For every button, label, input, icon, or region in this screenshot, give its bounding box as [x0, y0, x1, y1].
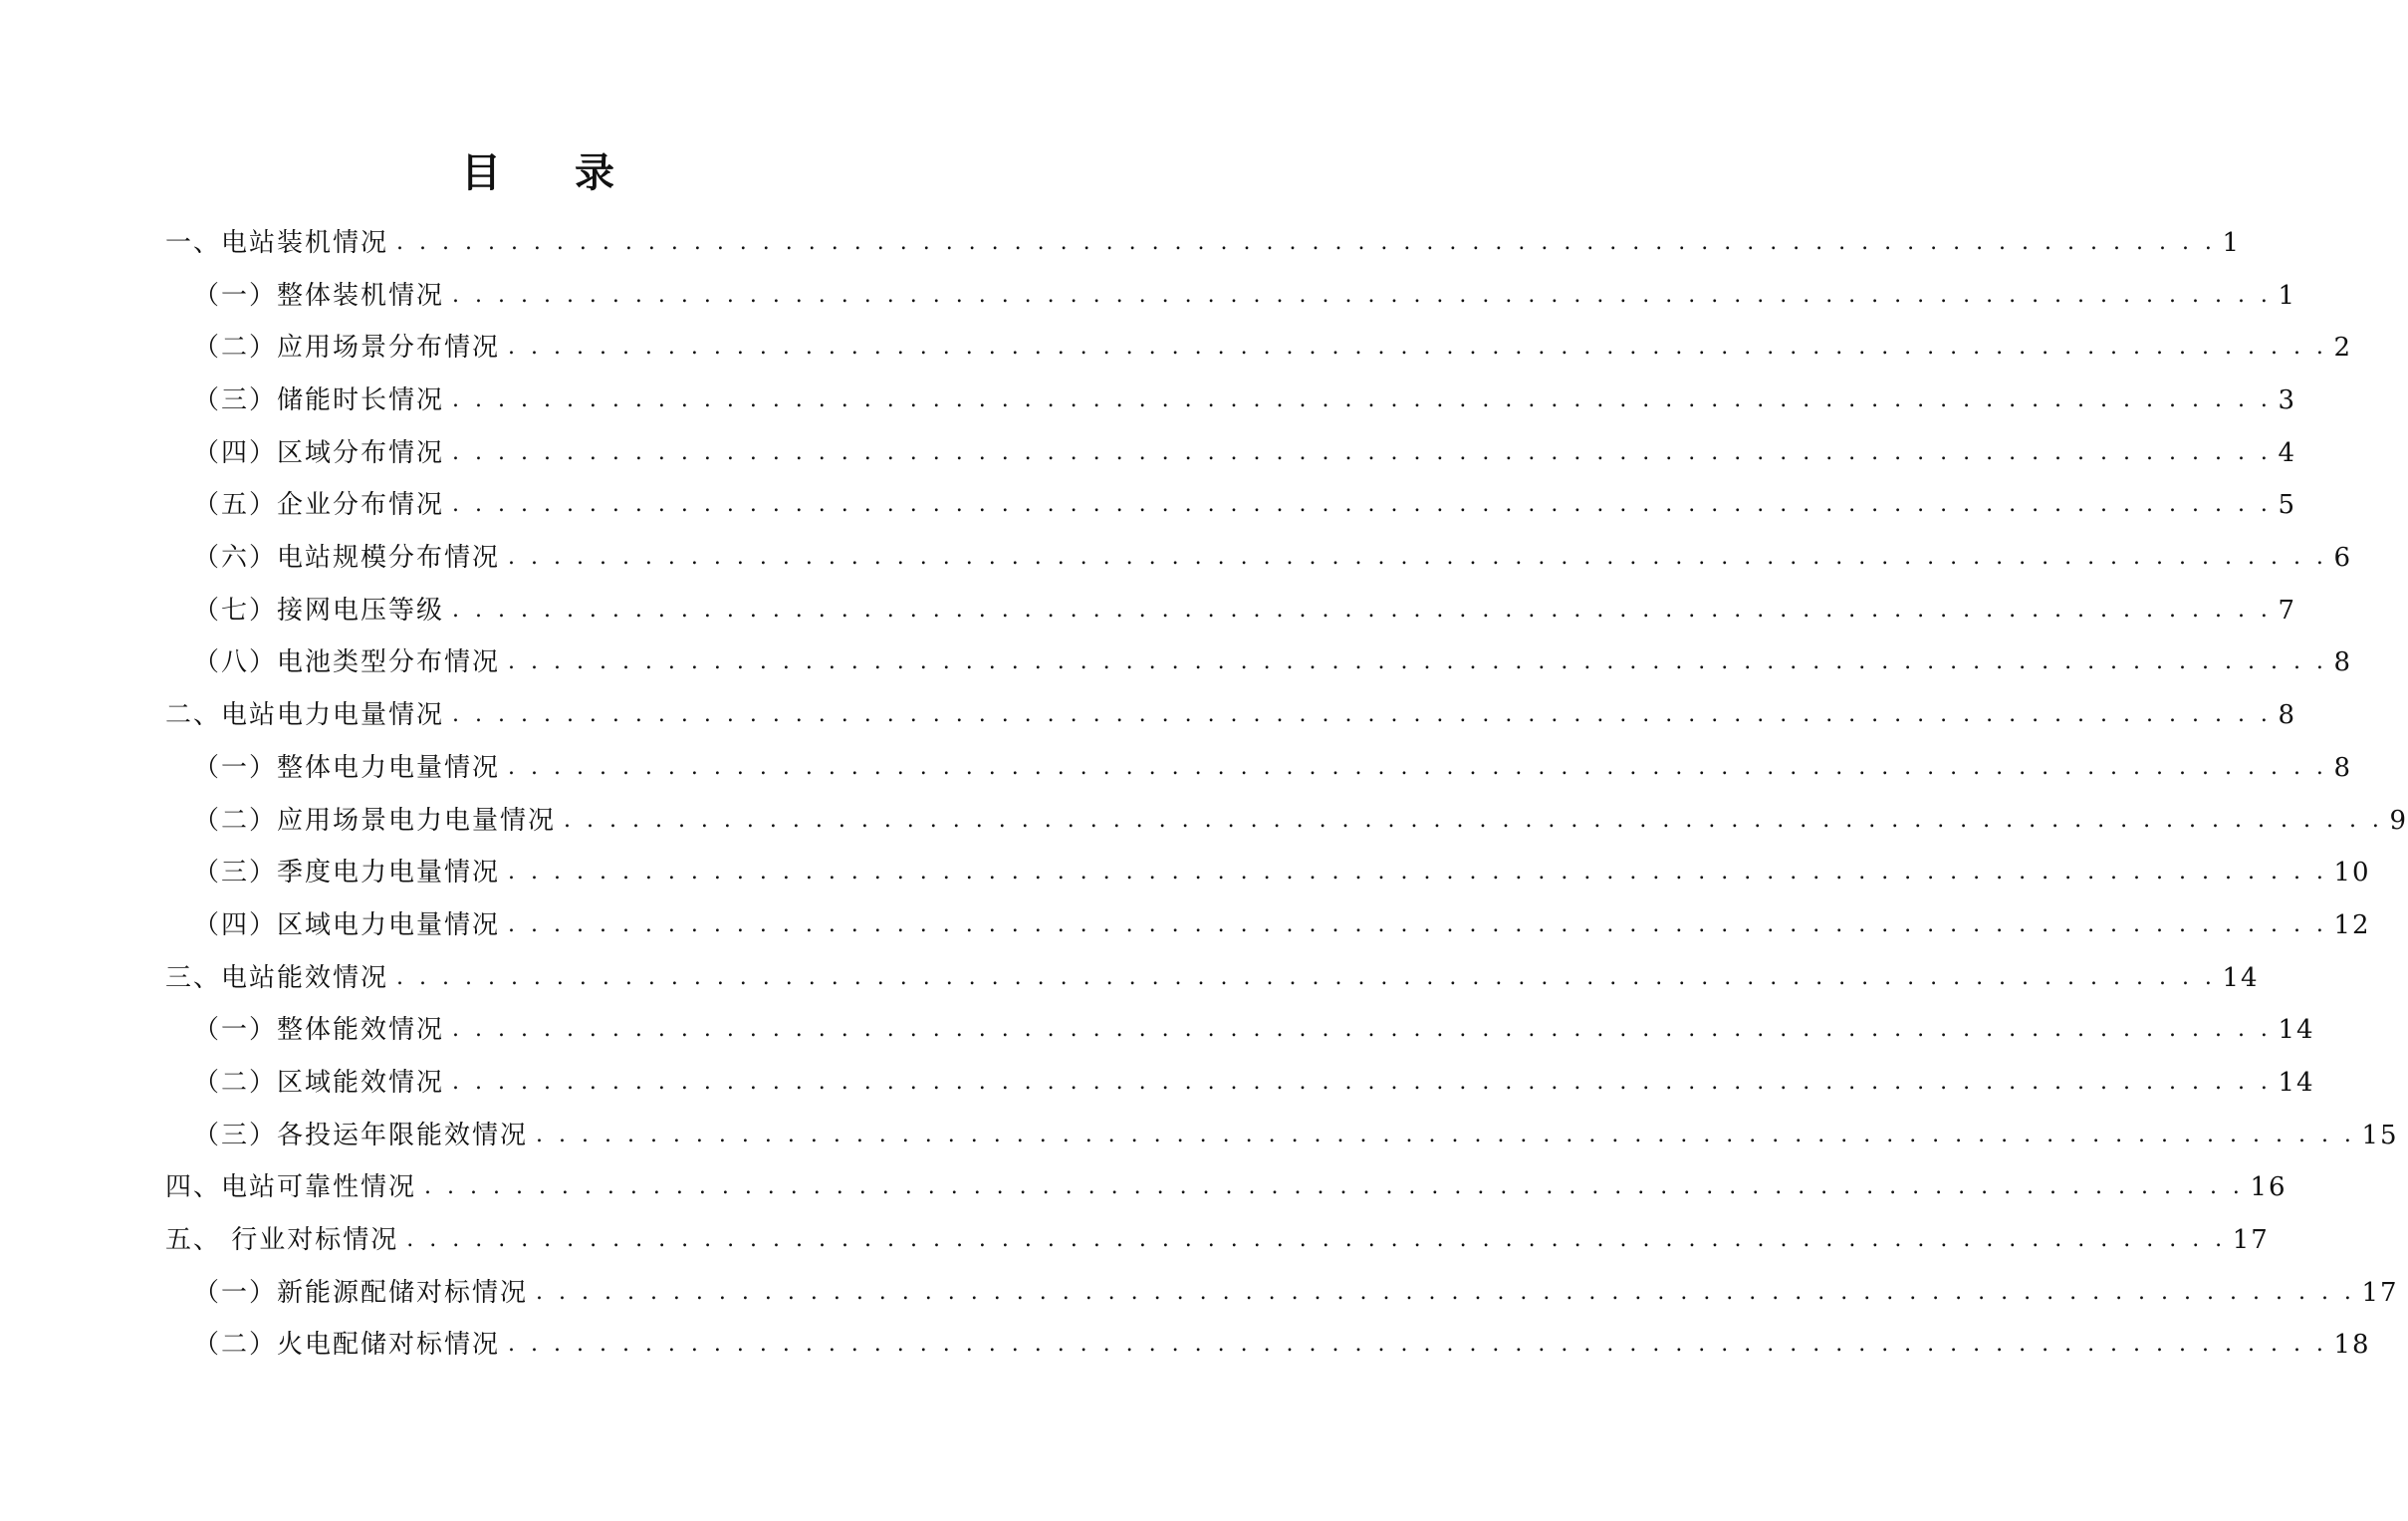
- toc-entry-label: （一）整体能效情况: [193, 1015, 445, 1046]
- toc-entry-label: （二）火电配储对标情况: [193, 1330, 501, 1361]
- toc-leader-dots: . . . . . . . . . . . . . . . . . . . . . . . . . . . . . . . . . . . . . . . . . . . . . . . . . . . . . . . . . . . . . . . . . . . . . . . . . . . . . . . .: [508, 545, 2328, 571]
- toc-entry-page-number: 14: [2278, 1067, 2315, 1098]
- toc-entry-page-number: 8: [2278, 700, 2296, 731]
- toc-leader-dots: . . . . . . . . . . . . . . . . . . . . . . . . . . . . . . . . . . . . . . . . . . . . . . . . . . . . . . . . . . . . . . . . . . . . . . . . . . . . . . . .: [564, 807, 2384, 833]
- toc-entry-label: （五）企业分布情况: [193, 490, 445, 521]
- toc-entry-label: 一、电站装机情况: [165, 227, 389, 258]
- toc-entry-label: 二、电站电力电量情况: [165, 700, 445, 731]
- toc-entry-label: （二）应用场景分布情况: [193, 333, 501, 364]
- toc-leader-dots: . . . . . . . . . . . . . . . . . . . . . . . . . . . . . . . . . . . . . . . . . . . . . . . . . . . . . . . . . . . . . . . . . . . . . . . . . . . . . . . .: [508, 911, 2328, 937]
- toc-leader-dots: . . . . . . . . . . . . . . . . . . . . . . . . . . . . . . . . . . . . . . . . . . . . . . . . . . . . . . . . . . . . . . . . . . . . . . . . . . . . . . . .: [406, 1227, 2227, 1253]
- toc-entry-label: （四）区域分布情况: [193, 437, 445, 468]
- toc-entry[interactable]: [165, 217, 2241, 270]
- toc-entry[interactable]: [165, 1057, 2315, 1110]
- toc-leader-dots: . . . . . . . . . . . . . . . . . . . . . . . . . . . . . . . . . . . . . . . . . . . . . . . . . . . . . . . . . . . . . . . . . . . . . . . . . . . . . . . .: [452, 387, 2273, 413]
- toc-entry-label: （四）区域电力电量情况: [193, 909, 501, 940]
- toc-leader-dots: . . . . . . . . . . . . . . . . . . . . . . . . . . . . . . . . . . . . . . . . . . . . . . . . . . . . . . . . . . . . . . . . . . . . . . . . . . . . . . . .: [536, 1122, 2356, 1147]
- toc-entry[interactable]: [165, 479, 2296, 532]
- toc-entry-page-number: 18: [2333, 1330, 2371, 1361]
- toc-entry[interactable]: [165, 847, 2371, 899]
- toc-entry-label: （六）电站规模分布情况: [193, 543, 501, 574]
- toc-entry-page-number: 10: [2333, 858, 2371, 888]
- toc-entry[interactable]: [165, 585, 2296, 637]
- toc-entry-label: （三）季度电力电量情况: [193, 858, 501, 888]
- page-title: 目 录: [461, 149, 644, 196]
- toc-entry-label: （三）各投运年限能效情况: [193, 1120, 529, 1150]
- toc-entry-page-number: 14: [2222, 962, 2260, 993]
- toc-entry-label: （二）区域能效情况: [193, 1067, 445, 1098]
- toc-entry-label: （三）储能时长情况: [193, 385, 445, 416]
- toc-leader-dots: . . . . . . . . . . . . . . . . . . . . . . . . . . . . . . . . . . . . . . . . . . . . . . . . . . . . . . . . . . . . . . . . . . . . . . . . . . . . . . . .: [508, 860, 2328, 886]
- toc-entry[interactable]: [165, 1214, 2270, 1267]
- toc-leader-dots: . . . . . . . . . . . . . . . . . . . . . . . . . . . . . . . . . . . . . . . . . . . . . . . . . . . . . . . . . . . . . . . . . . . . . . . . . . . . . . . .: [508, 649, 2328, 675]
- toc-entry-page-number: 8: [2333, 752, 2352, 783]
- toc-leader-dots: . . . . . . . . . . . . . . . . . . . . . . . . . . . . . . . . . . . . . . . . . . . . . . . . . . . . . . . . . . . . . . . . . . . . . . . . . . . . . . . .: [424, 1174, 2245, 1200]
- toc-entry-page-number: 1: [2278, 280, 2296, 311]
- toc-entry-label: （八）电池类型分布情况: [193, 647, 501, 678]
- toc-entry[interactable]: [165, 637, 2352, 690]
- toc-entry[interactable]: [165, 322, 2352, 375]
- toc-entry-label: （七）接网电压等级: [193, 595, 445, 626]
- toc-entry-page-number: 17: [2232, 1225, 2270, 1256]
- toc-entry-page-number: 2: [2333, 333, 2352, 364]
- toc-entry-page-number: 1: [2222, 227, 2241, 258]
- toc-entry-page-number: 7: [2278, 595, 2296, 626]
- toc-leader-dots: . . . . . . . . . . . . . . . . . . . . . . . . . . . . . . . . . . . . . . . . . . . . . . . . . . . . . . . . . . . . . . . . . . . . . . . . . . . . . . . .: [452, 282, 2273, 308]
- toc-entry[interactable]: [165, 689, 2296, 742]
- toc-entry-page-number: 9: [2389, 805, 2408, 836]
- toc-entry-page-number: 3: [2278, 385, 2296, 416]
- toc-leader-dots: . . . . . . . . . . . . . . . . . . . . . . . . . . . . . . . . . . . . . . . . . . . . . . . . . . . . . . . . . . . . . . . . . . . . . . . . . . . . . . . .: [452, 439, 2273, 465]
- toc-entry-label: （一）整体电力电量情况: [193, 752, 501, 783]
- toc-entry[interactable]: [165, 1161, 2288, 1214]
- toc-leader-dots: . . . . . . . . . . . . . . . . . . . . . . . . . . . . . . . . . . . . . . . . . . . . . . . . . . . . . . . . . . . . . . . . . . . . . . . . . . . . . . . .: [452, 702, 2273, 728]
- toc-entry[interactable]: [165, 1319, 2371, 1372]
- toc-entry[interactable]: [165, 270, 2296, 323]
- toc-entry-page-number: 15: [2361, 1120, 2399, 1150]
- toc-entry-label: （一）整体装机情况: [193, 280, 445, 311]
- toc-leader-dots: . . . . . . . . . . . . . . . . . . . . . . . . . . . . . . . . . . . . . . . . . . . . . . . . . . . . . . . . . . . . . . . . . . . . . . . . . . . . . . . .: [452, 492, 2273, 518]
- toc-leader-dots: . . . . . . . . . . . . . . . . . . . . . . . . . . . . . . . . . . . . . . . . . . . . . . . . . . . . . . . . . . . . . . . . . . . . . . . . . . . . . . . .: [508, 754, 2328, 780]
- toc-leader-dots: . . . . . . . . . . . . . . . . . . . . . . . . . . . . . . . . . . . . . . . . . . . . . . . . . . . . . . . . . . . . . . . . . . . . . . . . . . . . . . . .: [508, 335, 2328, 361]
- toc-leader-dots: . . . . . . . . . . . . . . . . . . . . . . . . . . . . . . . . . . . . . . . . . . . . . . . . . . . . . . . . . . . . . . . . . . . . . . . . . . . . . . . .: [396, 229, 2217, 255]
- toc-entry-page-number: 17: [2361, 1277, 2399, 1308]
- toc-entry-label: 三、电站能效情况: [165, 962, 389, 993]
- toc-leader-dots: . . . . . . . . . . . . . . . . . . . . . . . . . . . . . . . . . . . . . . . . . . . . . . . . . . . . . . . . . . . . . . . . . . . . . . . . . . . . . . . .: [452, 1069, 2273, 1095]
- toc-entry-page-number: 5: [2278, 490, 2296, 521]
- toc-entry[interactable]: [165, 742, 2352, 795]
- toc-entry[interactable]: [165, 1110, 2399, 1162]
- toc-entry-page-number: 8: [2333, 647, 2352, 678]
- toc-entry-label: 五、 行业对标情况: [165, 1225, 399, 1256]
- toc-entry-page-number: 12: [2333, 909, 2371, 940]
- toc-entry-label: （一）新能源配储对标情况: [193, 1277, 529, 1308]
- toc-leader-dots: . . . . . . . . . . . . . . . . . . . . . . . . . . . . . . . . . . . . . . . . . . . . . . . . . . . . . . . . . . . . . . . . . . . . . . . . . . . . . . . .: [536, 1279, 2356, 1305]
- toc-entry[interactable]: [165, 532, 2352, 585]
- toc-entry[interactable]: [165, 795, 2408, 848]
- toc-leader-dots: . . . . . . . . . . . . . . . . . . . . . . . . . . . . . . . . . . . . . . . . . . . . . . . . . . . . . . . . . . . . . . . . . . . . . . . . . . . . . . . .: [396, 964, 2217, 990]
- toc-entry-page-number: 4: [2278, 437, 2296, 468]
- toc-entry-page-number: 16: [2250, 1172, 2288, 1203]
- toc-entry[interactable]: [165, 1267, 2399, 1320]
- table-of-contents: [165, 217, 2408, 1372]
- toc-entry[interactable]: [165, 427, 2296, 480]
- toc-leader-dots: . . . . . . . . . . . . . . . . . . . . . . . . . . . . . . . . . . . . . . . . . . . . . . . . . . . . . . . . . . . . . . . . . . . . . . . . . . . . . . . .: [508, 1332, 2328, 1358]
- toc-entry[interactable]: [165, 899, 2371, 952]
- toc-entry-label: 四、电站可靠性情况: [165, 1172, 417, 1203]
- toc-entry-page-number: 6: [2333, 543, 2352, 574]
- toc-entry-page-number: 14: [2278, 1015, 2315, 1046]
- toc-leader-dots: . . . . . . . . . . . . . . . . . . . . . . . . . . . . . . . . . . . . . . . . . . . . . . . . . . . . . . . . . . . . . . . . . . . . . . . . . . . . . . . .: [452, 1017, 2273, 1043]
- toc-leader-dots: . . . . . . . . . . . . . . . . . . . . . . . . . . . . . . . . . . . . . . . . . . . . . . . . . . . . . . . . . . . . . . . . . . . . . . . . . . . . . . . .: [452, 597, 2273, 623]
- toc-entry-label: （二）应用场景电力电量情况: [193, 805, 557, 836]
- toc-entry[interactable]: [165, 375, 2296, 427]
- toc-entry[interactable]: [165, 952, 2260, 1005]
- toc-entry[interactable]: [165, 1004, 2315, 1057]
